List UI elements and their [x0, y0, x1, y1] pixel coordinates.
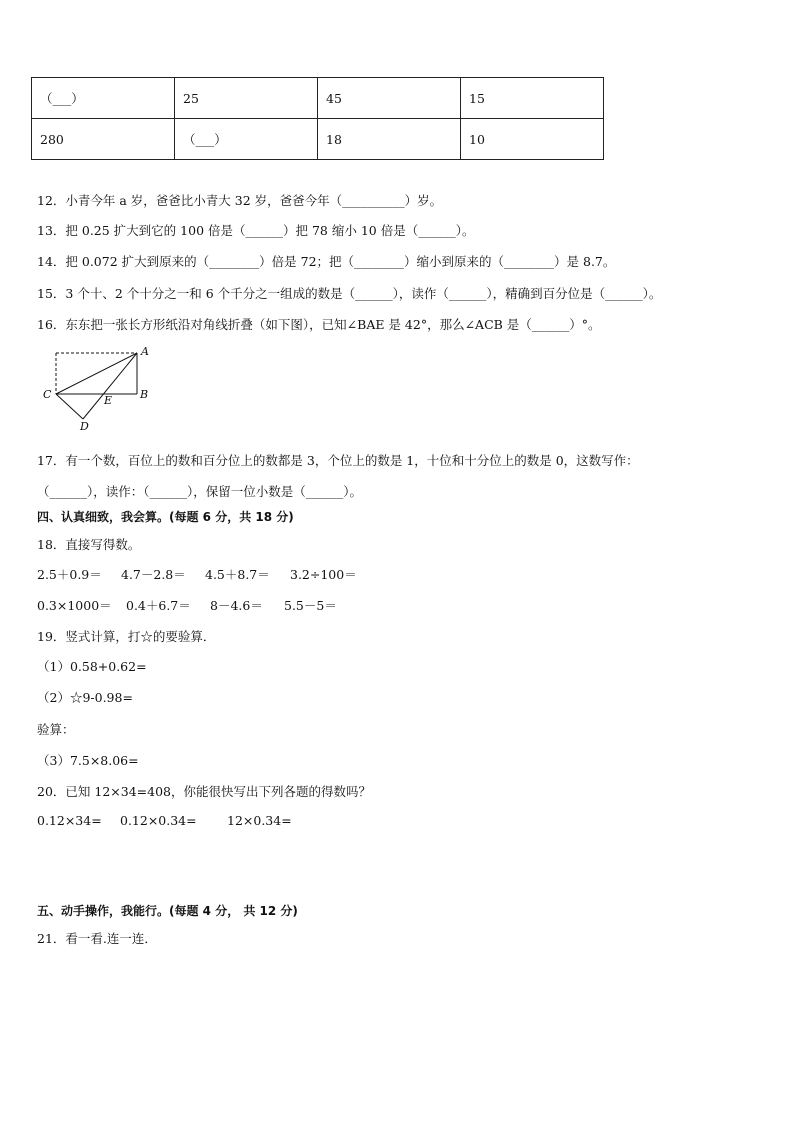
folded-rectangle-figure — [40, 342, 160, 434]
table-cell: 280 — [32, 119, 175, 160]
q18-item: 0.4＋6.7＝ — [126, 598, 191, 613]
q18-item: 0.3×1000＝ — [37, 598, 112, 613]
table-cell: （___） — [175, 119, 318, 160]
table-cell: 45 — [318, 78, 461, 119]
question-20: 20．已知 12×34=408，你能很快写出下列各题的得数吗？ — [37, 784, 371, 799]
figure-line-cd — [56, 394, 83, 419]
table-cell: 10 — [461, 119, 604, 160]
question-19-part-2: （2）☆9-0.98= — [37, 690, 133, 705]
table-cell: 18 — [318, 119, 461, 160]
figure-line-da — [83, 353, 137, 419]
table-cell: （___） — [32, 78, 175, 119]
question-13: 13．把 0.25 扩大到它的 100 倍是（______）把 78 缩小 10 倍是（______）。 — [37, 223, 475, 238]
label-d: D — [80, 420, 89, 433]
question-19-check-label: 验算： — [37, 722, 75, 737]
question-17-line-1: 17．有一个数，百位上的数和百分位上的数都是 3，个位上的数是 1，十位和十分位上的数是 0，这数写作： — [37, 453, 639, 468]
section-4-title: 四、认真细致，我会算。(每题 6 分，共 18 分) — [37, 510, 294, 524]
table-row — [32, 78, 604, 119]
table-cell: 15 — [461, 78, 604, 119]
question-16: 16．东东把一张长方形纸沿对角线折叠（如下图），已知∠BAE 是 42°，那么∠ACB 是（______）°。 — [37, 317, 601, 332]
section-5-title: 五、动手操作，我能行。(每题 4 分， 共 12 分) — [37, 904, 298, 918]
question-19: 19．竖式计算，打☆的要验算． — [37, 629, 216, 644]
label-b: B — [140, 388, 149, 401]
question-12: 12．小青今年 a 岁，爸爸比小青大 32 岁，爸爸今年（__________）岁。 — [37, 193, 443, 208]
q20-item: 0.12×0.34= — [120, 813, 197, 828]
q18-item: 3.2÷100＝ — [290, 567, 357, 582]
q18-item: 5.5－5＝ — [284, 598, 337, 613]
question-18: 18．直接写得数。 — [37, 537, 141, 552]
number-table — [31, 77, 604, 160]
table-row — [32, 119, 604, 160]
q18-item: 8－4.6＝ — [210, 598, 263, 613]
question-19-part-3: （3）7.5×8.06= — [37, 753, 139, 768]
table-cell: 25 — [175, 78, 318, 119]
question-19-part-1: （1）0.58+0.62= — [37, 659, 147, 674]
q20-item: 12×0.34= — [227, 813, 292, 828]
q20-item: 0.12×34= — [37, 813, 102, 828]
question-21: 21．看一看.连一连． — [37, 931, 157, 946]
question-14: 14．把 0.072 扩大到原来的（________）倍是 72；把（________）缩小到原来的（________）是 8.7。 — [37, 254, 616, 269]
q18-item: 4.5＋8.7＝ — [205, 567, 270, 582]
q18-item: 2.5＋0.9＝ — [37, 567, 102, 582]
question-15: 15．3 个十、2 个十分之一和 6 个千分之一组成的数是（______），读作（______），精确到百分位是（______）。 — [37, 286, 662, 301]
q18-item: 4.7－2.8＝ — [121, 567, 186, 582]
label-a: A — [141, 345, 149, 358]
label-e: E — [104, 394, 113, 407]
label-c: C — [43, 388, 52, 401]
question-17-line-2: （______），读作：（______），保留一位小数是（______）。 — [37, 484, 363, 499]
figure-diagonal-ca — [56, 353, 137, 394]
